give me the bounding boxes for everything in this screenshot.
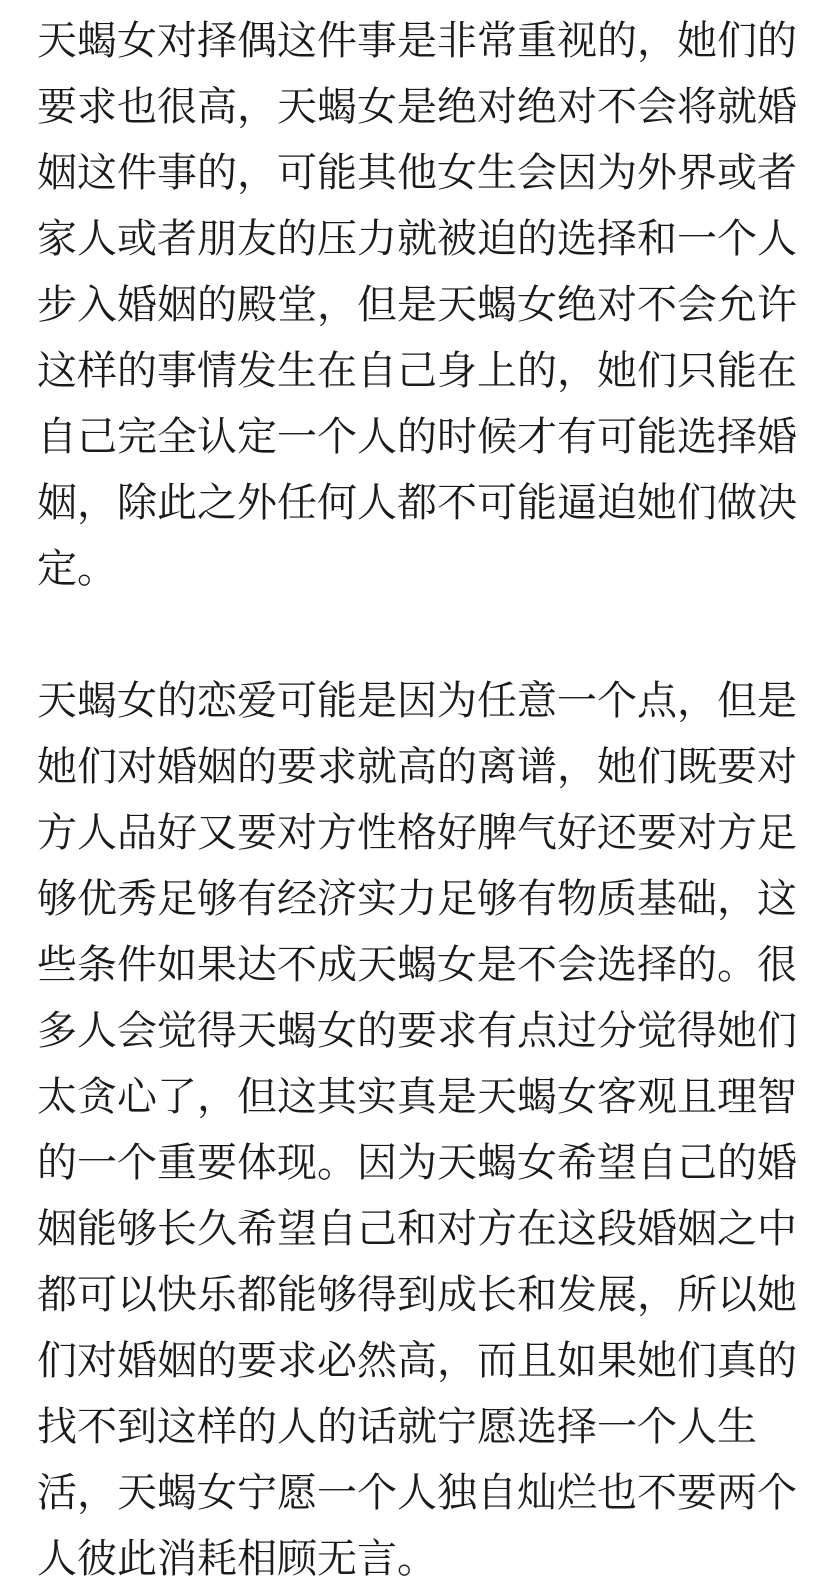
text-line: 步入婚姻的殿堂，但是天蝎女绝对不会允许	[37, 282, 797, 328]
text-line: 活，天蝎女宁愿一个人独自灿烂也不要两个	[37, 1470, 797, 1516]
text-line: 定。	[37, 546, 117, 592]
text-line: 人彼此消耗相顾无言。	[37, 1536, 437, 1582]
text-line: 姻能够长久希望自己和对方在这段婚姻之中	[37, 1206, 797, 1252]
article-body	[37, 8, 797, 1592]
paragraph-2	[37, 668, 797, 1592]
text-line: 天蝎女的恋爱可能是因为任意一个点，但是	[37, 678, 797, 724]
text-line: 够优秀足够有经济实力足够有物质基础，这	[37, 876, 797, 922]
text-line: 找不到这样的人的话就宁愿选择一个人生	[37, 1404, 757, 1450]
text-line: 自己完全认定一个人的时候才有可能选择婚	[37, 414, 797, 460]
paragraph-1	[37, 8, 797, 602]
text-line: 们对婚姻的要求必然高，而且如果她们真的	[37, 1338, 797, 1384]
text-line: 太贪心了，但这其实真是天蝎女客观且理智	[37, 1074, 797, 1120]
text-line: 姻，除此之外任何人都不可能逼迫她们做决	[37, 480, 797, 526]
text-line: 些条件如果达不成天蝎女是不会选择的。很	[37, 942, 797, 988]
text-line: 要求也很高，天蝎女是绝对绝对不会将就婚	[37, 84, 797, 130]
text-line: 这样的事情发生在自己身上的，她们只能在	[37, 348, 797, 394]
text-line: 姻这件事的，可能其他女生会因为外界或者	[37, 150, 797, 196]
text-line: 家人或者朋友的压力就被迫的选择和一个人	[37, 216, 797, 262]
text-line: 天蝎女对择偶这件事是非常重视的，她们的	[37, 18, 797, 64]
text-line: 都可以快乐都能够得到成长和发展，所以她	[37, 1272, 797, 1318]
text-line: 的一个重要体现。因为天蝎女希望自己的婚	[37, 1140, 797, 1186]
text-line: 她们对婚姻的要求就高的离谱，她们既要对	[37, 744, 797, 790]
text-line: 多人会觉得天蝎女的要求有点过分觉得她们	[37, 1008, 797, 1054]
text-line: 方人品好又要对方性格好脾气好还要对方足	[37, 810, 797, 856]
